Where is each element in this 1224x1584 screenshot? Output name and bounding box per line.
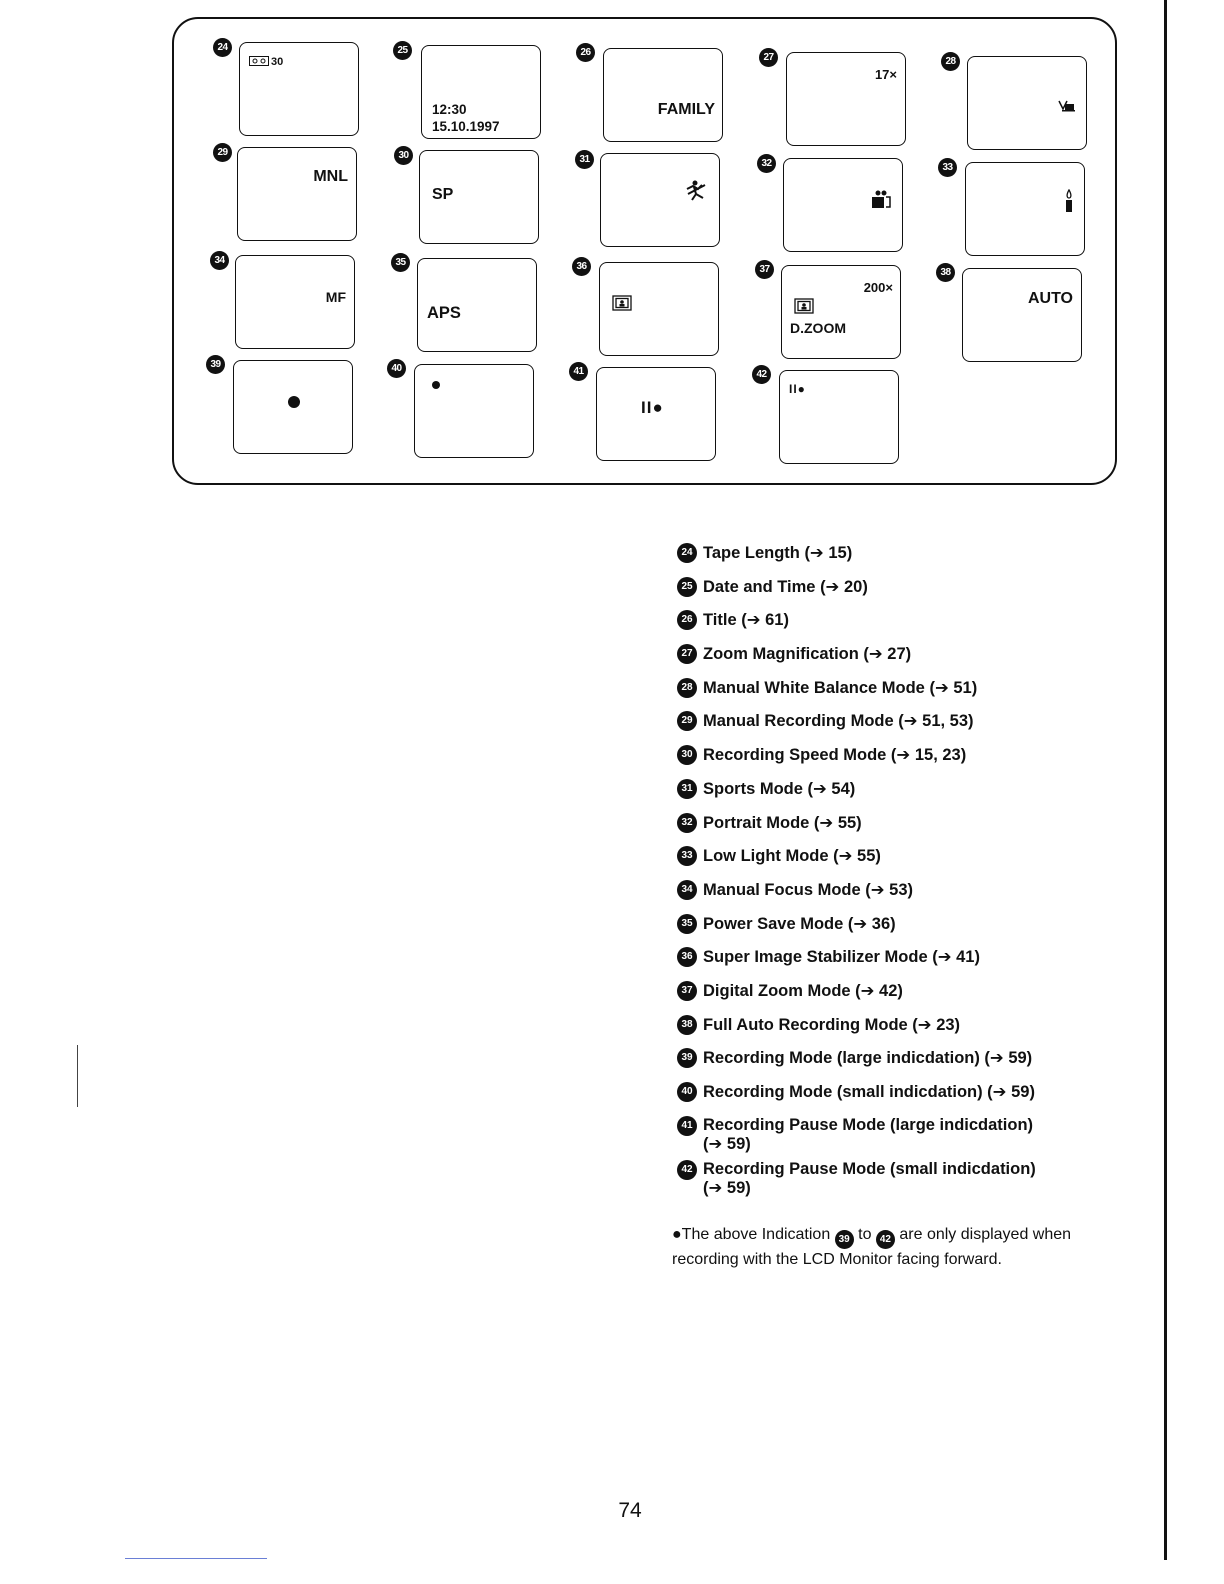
legend-item — [677, 1116, 1117, 1154]
panel-number: 40 — [387, 359, 406, 378]
legend-text: Date and Time (➔ 20) — [703, 577, 868, 596]
legend-number: 36 — [677, 947, 697, 967]
time-text: 12:30 — [432, 102, 467, 117]
panel-sports — [600, 153, 720, 247]
legend-number: 34 — [677, 880, 697, 900]
legend-item — [677, 1082, 1117, 1102]
white-balance-icon — [1058, 99, 1076, 117]
note-to: to — [858, 1226, 872, 1243]
pause-large-indicator: II● — [641, 398, 664, 417]
legend-text: Low Light Mode (➔ 55) — [703, 847, 881, 866]
panel-recording-large — [233, 360, 353, 454]
panel-recording-speed — [419, 150, 539, 244]
panel-date-time — [421, 45, 541, 139]
legend-item — [677, 981, 1117, 1001]
legend-number: 33 — [677, 846, 697, 866]
panel-number: 27 — [759, 48, 778, 67]
panel-number: 34 — [210, 251, 229, 270]
legend-number: 38 — [677, 1015, 697, 1035]
record-dot-large-icon — [287, 395, 301, 414]
legend-number: 42 — [677, 1160, 697, 1180]
legend-item — [677, 1160, 1117, 1198]
auto-text: AUTO — [1027, 290, 1073, 307]
tape-cassette-icon — [249, 56, 269, 68]
legend-number: 28 — [677, 678, 697, 698]
legend-text: Full Auto Recording Mode (➔ 23) — [703, 1015, 961, 1034]
legend-text: Zoom Magnification (➔ 27) — [703, 645, 912, 664]
legend-text-block — [703, 1160, 1036, 1198]
panel-number: 24 — [213, 38, 232, 57]
legend-text: Portrait Mode (➔ 55) — [703, 813, 862, 832]
title-text: FAMILY — [657, 101, 715, 118]
note-text-start: The above Indication — [681, 1226, 831, 1243]
panel-number: 42 — [752, 365, 771, 384]
legend-number: 37 — [677, 981, 697, 1001]
legend-item — [677, 914, 1117, 934]
panel-image-stabilizer — [599, 262, 719, 356]
legend-item — [677, 577, 1117, 597]
legend-item — [677, 779, 1117, 799]
indicator-legend — [677, 543, 1117, 1204]
panel-recording-small — [414, 364, 534, 458]
panel-white-balance — [967, 56, 1087, 150]
legend-text: Manual Recording Mode (➔ 51, 53) — [703, 712, 974, 731]
panel-number: 36 — [572, 257, 591, 276]
panel-low-light — [965, 162, 1085, 256]
legend-text: Manual Focus Mode (➔ 53) — [703, 880, 914, 899]
legend-text: Recording Speed Mode (➔ 15, 23) — [703, 746, 967, 765]
legend-item — [677, 880, 1117, 900]
image-stabilizer-icon — [794, 298, 814, 319]
tape-length-value: 30 — [271, 56, 284, 68]
legend-text: Digital Zoom Mode (➔ 42) — [703, 981, 903, 1000]
panel-title — [603, 48, 723, 142]
sp-text: SP — [432, 186, 454, 203]
legend-item — [677, 1015, 1117, 1035]
panel-full-auto — [962, 268, 1082, 362]
display-note — [672, 1224, 1122, 1270]
legend-number: 29 — [677, 711, 697, 731]
panel-tape-length — [239, 42, 359, 136]
legend-item — [677, 813, 1117, 833]
panel-number: 31 — [575, 150, 594, 169]
legend-item — [677, 610, 1117, 630]
legend-number: 31 — [677, 779, 697, 799]
date-text: 15.10.1997 — [432, 119, 500, 134]
legend-text: Tape Length (➔ 15) — [703, 544, 853, 562]
panel-pause-small — [779, 370, 899, 464]
panel-number: 28 — [941, 52, 960, 71]
legend-subtext: (➔ 59) — [703, 1134, 751, 1153]
legend-text: Recording Mode (large indicdation) (➔ 59) — [703, 1049, 1033, 1068]
panel-manual-recording — [237, 147, 357, 241]
panel-number: 39 — [206, 355, 225, 374]
legend-item — [677, 846, 1117, 866]
legend-text: Recording Pause Mode (large indicdation) — [703, 1115, 1034, 1134]
dzoom-value: 200× — [863, 280, 893, 295]
panel-number: 29 — [213, 143, 232, 162]
sports-icon — [685, 180, 709, 207]
legend-number: 35 — [677, 914, 697, 934]
panel-zoom — [786, 52, 906, 146]
legend-text: Power Save Mode (➔ 36) — [703, 914, 896, 933]
panel-manual-focus — [235, 255, 355, 349]
panel-number: 26 — [576, 43, 595, 62]
mnl-text: MNL — [313, 168, 348, 185]
note-number-from: 39 — [835, 1230, 854, 1249]
left-margin-rule — [77, 1045, 78, 1107]
legend-subtext: (➔ 59) — [703, 1178, 751, 1197]
bullet: ● — [672, 1226, 682, 1243]
legend-text: Recording Pause Mode (small indicdation) — [703, 1159, 1036, 1178]
legend-item — [677, 1048, 1117, 1068]
panel-number: 25 — [393, 41, 412, 60]
panel-number: 37 — [755, 260, 774, 279]
legend-number: 26 — [677, 610, 697, 630]
panel-number: 33 — [938, 158, 957, 177]
legend-item — [677, 745, 1117, 765]
panel-number: 38 — [936, 263, 955, 282]
legend-number: 41 — [677, 1116, 697, 1136]
right-margin-rule — [1164, 0, 1167, 1560]
legend-number: 39 — [677, 1048, 697, 1068]
panel-number: 41 — [569, 362, 588, 381]
legend-text: Title (➔ 61) — [703, 611, 789, 630]
legend-number: 30 — [677, 745, 697, 765]
panel-number: 35 — [391, 253, 410, 272]
zoom-text: 17× — [874, 67, 897, 82]
page-number: 74 — [618, 1499, 642, 1522]
legend-text: Manual White Balance Mode (➔ 51) — [703, 678, 978, 697]
legend-item — [677, 711, 1117, 731]
panel-digital-zoom — [781, 265, 901, 359]
panel-power-save — [417, 258, 537, 352]
legend-number: 24 — [677, 543, 697, 563]
record-dot-small-icon — [431, 377, 441, 395]
legend-number: 40 — [677, 1082, 697, 1102]
pause-small-indicator: II● — [789, 382, 806, 396]
note-text-end: are only displayed when recording with the LCD Monitor facing forward. — [672, 1226, 1072, 1268]
legend-number: 32 — [677, 813, 697, 833]
legend-item — [677, 543, 1117, 563]
dzoom-text: D.ZOOM — [790, 320, 846, 336]
portrait-icon — [870, 189, 894, 214]
legend-number: 27 — [677, 644, 697, 664]
legend-text: Recording Mode (small indicdation) (➔ 59) — [703, 1083, 1035, 1101]
panel-number: 32 — [757, 154, 776, 173]
legend-text: Sports Mode (➔ 54) — [703, 779, 856, 798]
panel-portrait — [783, 158, 903, 252]
legend-number: 25 — [677, 577, 697, 597]
mf-text: MF — [325, 289, 346, 305]
note-number-to: 42 — [876, 1230, 895, 1249]
panel-number: 30 — [394, 146, 413, 165]
image-stabilizer-icon — [612, 295, 632, 316]
panel-pause-large — [596, 367, 716, 461]
legend-text-block — [703, 1116, 1033, 1154]
legend-text: Super Image Stabilizer Mode (➔ 41) — [703, 948, 980, 967]
legend-item — [677, 678, 1117, 698]
bottom-link-rule — [125, 1558, 267, 1559]
candle-icon — [1064, 189, 1074, 218]
legend-item — [677, 947, 1117, 967]
legend-item — [677, 644, 1117, 664]
aps-text: APS — [427, 304, 461, 322]
